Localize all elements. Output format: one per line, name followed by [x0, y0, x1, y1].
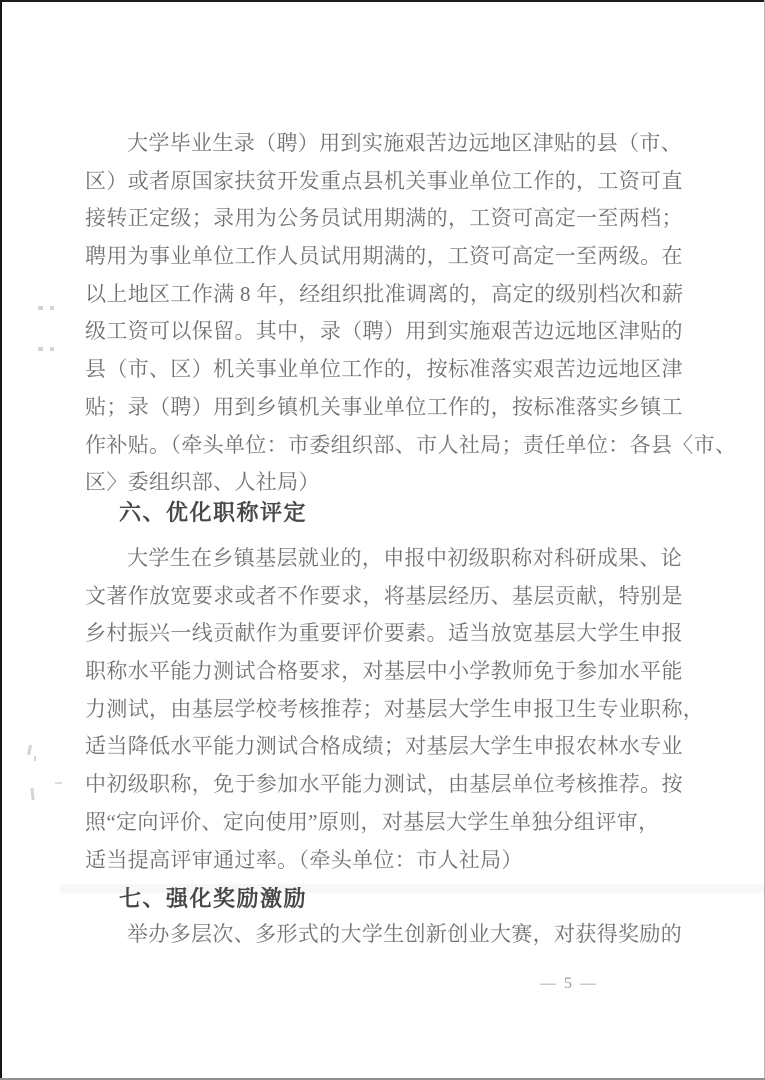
paragraph-innovation-competition	[85, 916, 700, 954]
paragraph-title-evaluation-policy	[85, 540, 705, 879]
scan-artifact-mark	[30, 788, 34, 800]
text-line: 乡村振兴一线贡献作为重要评价要素。适当放宽基层大学生申报	[85, 621, 683, 646]
scan-artifact-mark	[38, 306, 43, 310]
text-line: 中初级职称，免于参加水平能力测试，由基层单位考核推荐。按	[85, 772, 683, 797]
scan-artifact-mark	[55, 782, 62, 784]
text-line: 聘用为事业单位工作人员试用期满的，工资可高定一至两级。在	[85, 244, 683, 269]
text-line: 照“定向评价、定向使用”原则，对基层大学生单独分组评审，	[85, 809, 660, 834]
text-line: 贴；录（聘）用到乡镇机关事业单位工作的，按标准落实乡镇工	[85, 394, 683, 419]
text-line: 级工资可以保留。其中，录（聘）用到实施艰苦边远地区津贴的	[85, 319, 683, 344]
section-heading-7-reward-incentives: 七、强化奖励激励	[119, 886, 308, 911]
text-line: 适当提高评审通过率。（牵头单位：市人社局）	[85, 847, 523, 872]
page-number: — 5 —	[540, 975, 598, 992]
section-heading-6-title-evaluation: 六、优化职称评定	[119, 500, 308, 525]
text-line: 适当降低水平能力测试合格成绩；对基层大学生申报农林水专业	[85, 734, 683, 759]
scan-artifact-mark	[34, 756, 36, 761]
text-line: 作补贴。（牵头单位：市委组织部、市人社局；责任单位：各县〈市、	[85, 432, 737, 457]
scan-artifact-mark	[50, 347, 54, 351]
text-line: 大学毕业生录（聘）用到实施艰苦边远地区津贴的县（市、	[127, 131, 683, 155]
paragraph-salary-grading-policy	[85, 125, 737, 502]
page-border-left	[0, 0, 2, 1080]
text-line: 举办多层次、多形式的大学生创新创业大赛，对获得奖励的	[127, 922, 683, 946]
text-line: 职称水平能力测试合格要求，对基层中小学教师免于参加水平能	[85, 659, 683, 684]
text-line: 大学生在乡镇基层就业的，申报中初级职称对科研成果、论	[127, 546, 683, 570]
text-line: 力测试，由基层学校考核推荐；对基层大学生申报卫生专业职称，	[85, 696, 705, 721]
text-line: 以上地区工作满 8 年，经组织批准调离的，高定的级别档次和薪	[85, 281, 684, 306]
text-line: 接转正定级；录用为公务员试用期满的，工资可高定一至两档；	[85, 206, 683, 231]
scan-artifact-mark	[38, 347, 43, 351]
text-line: 区〉委组织部、人社局）	[85, 470, 320, 495]
text-line: 县（市、区）机关事业单位工作的，按标准落实艰苦边远地区津	[85, 357, 683, 382]
page-border-top	[0, 0, 765, 2]
text-line: 文著作放宽要求或者不作要求，将基层经历、基层贡献，特别是	[85, 583, 683, 608]
scan-artifact-mark	[27, 745, 32, 755]
text-line: 区）或者原国家扶贫开发重点县机关事业单位工作的，工资可直	[85, 168, 683, 193]
scan-artifact-mark	[50, 306, 54, 310]
